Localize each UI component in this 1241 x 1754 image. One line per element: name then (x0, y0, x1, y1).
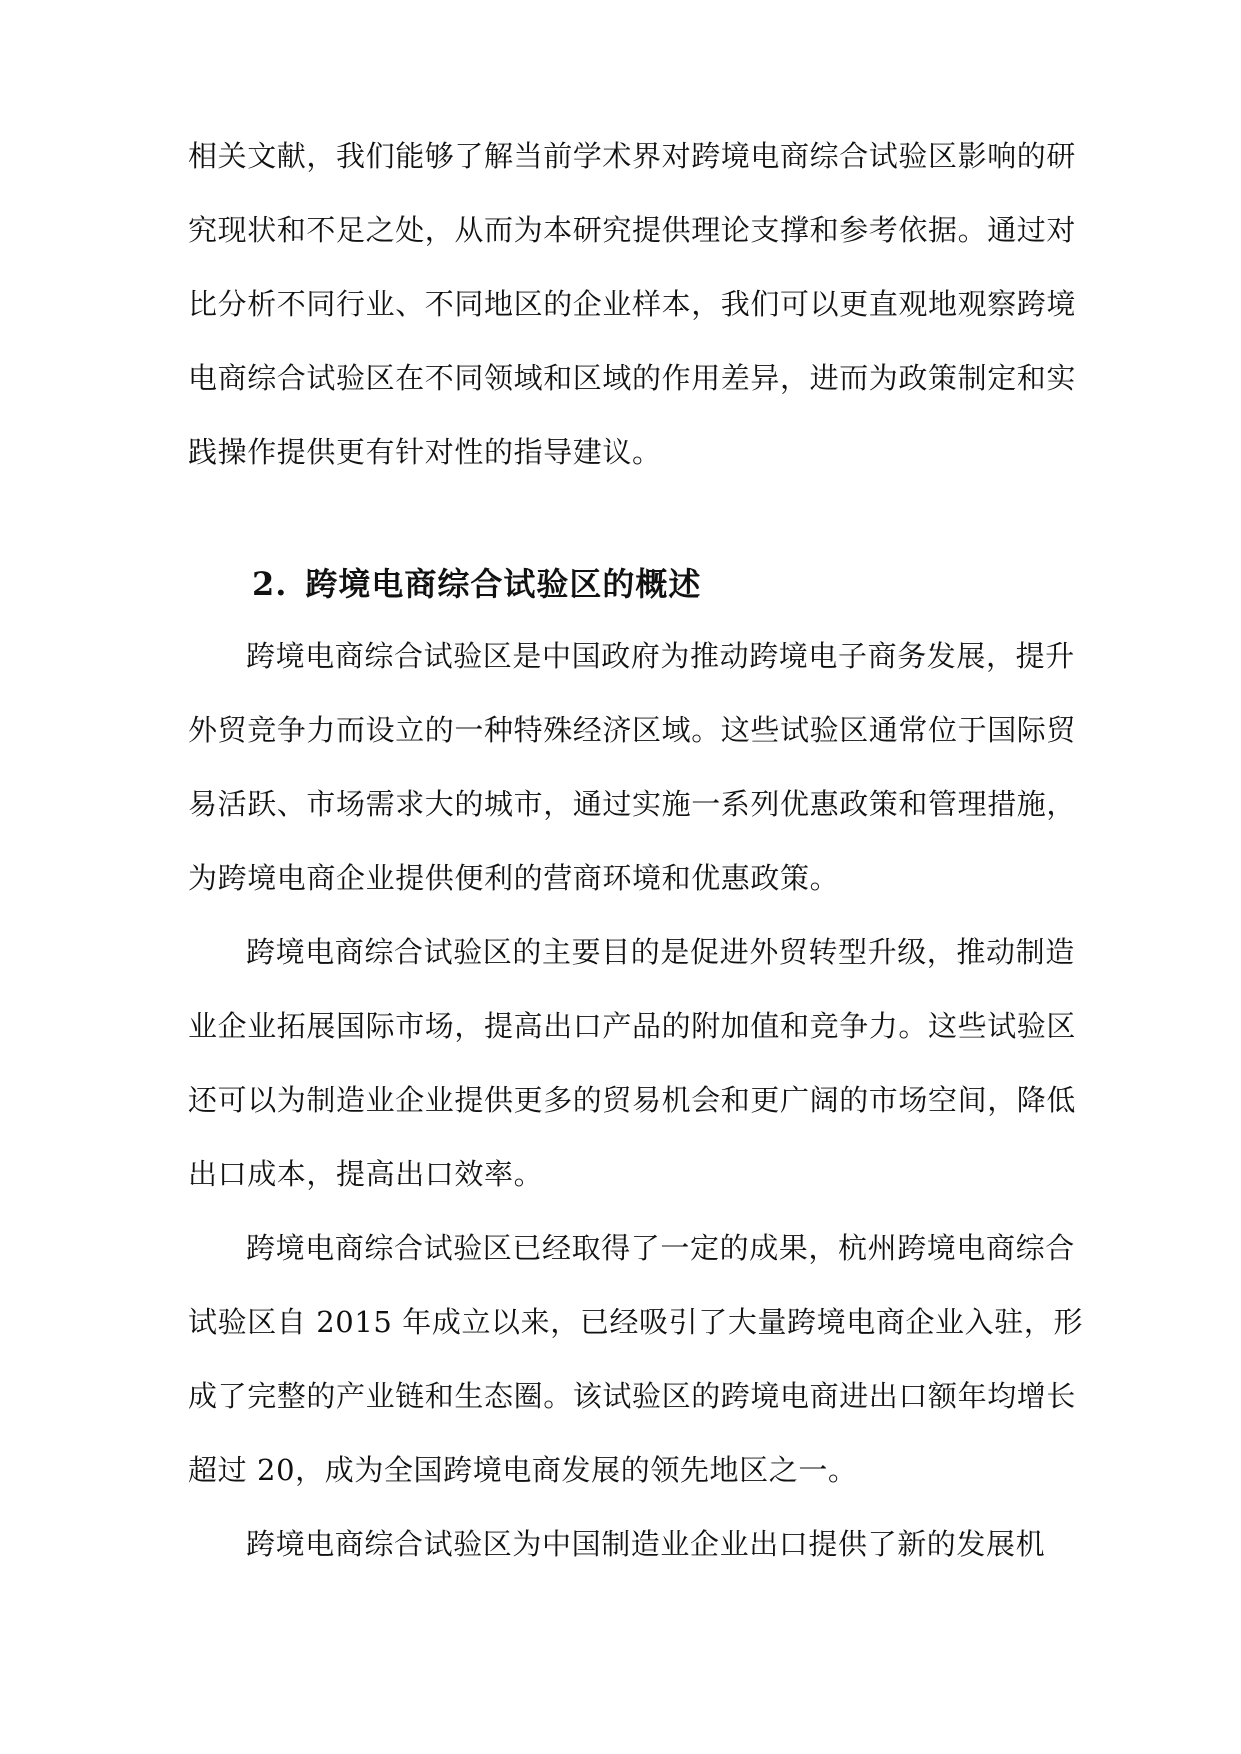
paragraph-line: 相关文献，我们能够了解当前学术界对跨境电商综合试验区影响的研 (188, 139, 1077, 173)
paragraph-line: 践操作提供更有针对性的指导建议。 (188, 435, 662, 469)
paragraph-line: 成了完整的产业链和生态圈。该试验区的跨境电商进出口额年均增长 (188, 1379, 1077, 1413)
paragraph-line: 易活跃、市场需求大的城市，通过实施一系列优惠政策和管理措施， (188, 787, 1077, 821)
paragraph-line: 业企业拓展国际市场，提高出口产品的附加值和竞争力。这些试验区 (188, 1009, 1077, 1043)
paragraph-line: 跨境电商综合试验区的主要目的是促进外贸转型升级，推动制造 (246, 935, 1075, 969)
paragraph-line: 为跨境电商企业提供便利的营商环境和优惠政策。 (188, 861, 840, 895)
paragraph-line: 外贸竞争力而设立的一种特殊经济区域。这些试验区通常位于国际贸 (188, 713, 1077, 747)
paragraph-line: 跨境电商综合试验区已经取得了一定的成果，杭州跨境电商综合 (246, 1231, 1075, 1265)
section-title: 跨境电商综合试验区的概述 (305, 565, 702, 603)
paragraph-line: 试验区自 2015 年成立以来，已经吸引了大量跨境电商企业入驻，形 (188, 1305, 1084, 1339)
paragraph-line: 跨境电商综合试验区为中国制造业企业出口提供了新的发展机 (246, 1527, 1046, 1561)
section-heading (252, 562, 701, 606)
paragraph-line: 究现状和不足之处，从而为本研究提供理论支撑和参考依据。通过对 (188, 213, 1077, 247)
paragraph-line: 电商综合试验区在不同领域和区域的作用差异，进而为政策制定和实 (188, 361, 1077, 395)
paragraph-line: 跨境电商综合试验区是中国政府为推动跨境电子商务发展，提升 (246, 639, 1075, 673)
section-number: 2. (252, 565, 288, 603)
paragraph-line: 比分析不同行业、不同地区的企业样本，我们可以更直观地观察跨境 (188, 287, 1077, 321)
paragraph-line: 出口成本，提高出口效率。 (188, 1157, 544, 1191)
paragraph-line: 还可以为制造业企业提供更多的贸易机会和更广阔的市场空间，降低 (188, 1083, 1077, 1117)
paragraph-line: 超过 20，成为全国跨境电商发展的领先地区之一。 (188, 1453, 858, 1487)
